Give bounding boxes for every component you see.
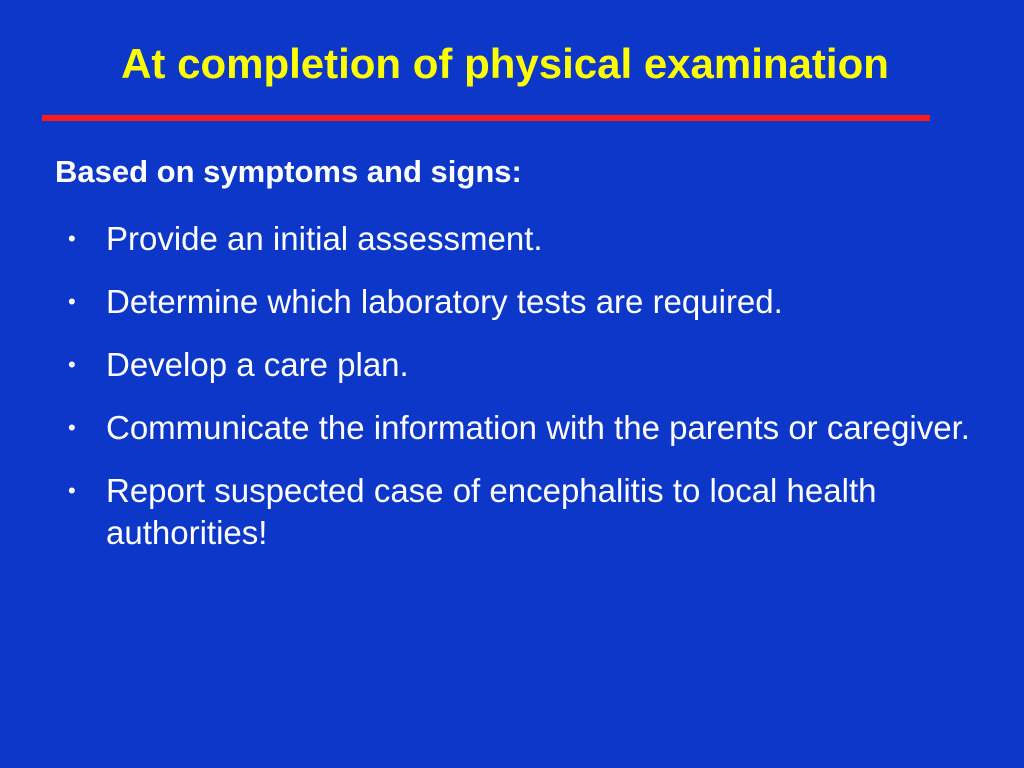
- bullet-text: Determine which laboratory tests are required.: [106, 283, 783, 320]
- bullet-icon: •: [68, 415, 76, 440]
- bullet-icon: •: [68, 478, 76, 503]
- bullet-item: [0, 218, 1024, 260]
- bullet-item: [0, 407, 1024, 449]
- bullet-text: Provide an initial assessment.: [106, 220, 543, 257]
- bullet-text: Report suspected case of encephalitis to local health authorities!: [106, 472, 877, 551]
- bullet-item: [0, 470, 1024, 554]
- title-divider: [42, 115, 930, 121]
- slide-title: At completion of physical examination: [121, 40, 889, 87]
- bullet-icon: •: [68, 352, 76, 377]
- bullet-text: Develop a care plan.: [106, 346, 409, 383]
- bullet-list: [0, 218, 1024, 575]
- bullet-item: [0, 281, 1024, 323]
- bullet-icon: •: [68, 226, 76, 251]
- subheading: Based on symptoms and signs:: [55, 154, 522, 189]
- bullet-item: [0, 344, 1024, 386]
- bullet-text: Communicate the information with the parents or caregiver.: [106, 409, 970, 446]
- bullet-icon: •: [68, 289, 76, 314]
